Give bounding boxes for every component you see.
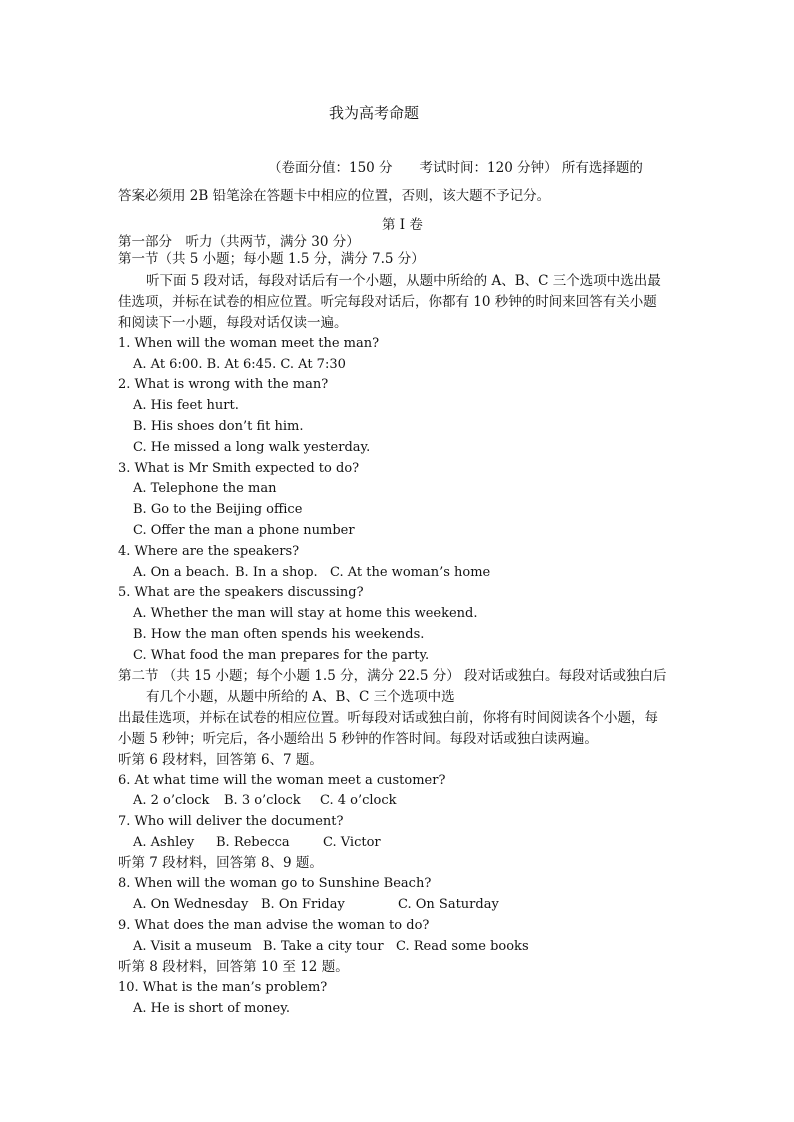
question-6-option-a: A. 2 o’clock	[133, 793, 210, 808]
volume-heading: 第 I 卷	[382, 217, 423, 233]
section2-instruction: 第二节 （共 15 小题；每个小题 1.5 分，满分 22.5 分） 段对话或独白。每段对话或独白后	[118, 668, 667, 684]
section1-instruction: 佳选项，并标在试卷的相应位置。听完每段对话后，你都有 10 秒钟的时间来回答有关小题	[118, 294, 657, 310]
question-8: 8. When will the woman go to Sunshine Beach?	[118, 876, 432, 891]
part1-heading: 第一部分 听力（共两节，满分 30 分）	[118, 234, 360, 250]
question-3: 3. What is Mr Smith expected to do?	[118, 461, 360, 476]
question-3-option-b: B. Go to the Beijing office	[133, 502, 303, 517]
question-2-option-c: C. He missed a long walk yesterday.	[133, 440, 371, 455]
question-5-option-c: C. What food the man prepares for the party.	[133, 648, 430, 663]
section2-instruction: 小题 5 秒钟；听完后，各小题给出 5 秒钟的作答时间。每段对话或独白读两遍。	[118, 731, 598, 747]
exam-info-line-2: 答案必须用 2B 铅笔涂在答题卡中相应的位置，否则，该大题不予记分。	[118, 188, 551, 204]
question-3-option-a: A. Telephone the man	[133, 481, 277, 496]
question-9-option-a: A. Visit a museum	[133, 939, 252, 954]
question-2-option-a: A. His feet hurt.	[133, 398, 239, 413]
material-7-heading: 听第 7 段材料，回答第 8、9 题。	[118, 855, 323, 871]
question-9-option-b: B. Take a city tour	[263, 939, 384, 954]
question-5: 5. What are the speakers discussing?	[118, 585, 364, 600]
material-6-heading: 听第 6 段材料，回答第 6、7 题。	[118, 752, 323, 768]
question-6: 6. At what time will the woman meet a customer?	[118, 773, 446, 788]
question-5-option-a: A. Whether the man will stay at home this weekend.	[133, 606, 478, 621]
question-8-options	[133, 896, 499, 914]
question-4-option-b: B. In a shop.	[235, 565, 318, 580]
section1-heading: 第一节（共 5 小题；每小题 1.5 分，满分 7.5 分）	[118, 251, 425, 267]
question-8-option-a: A. On Wednesday	[133, 897, 249, 912]
question-4-options	[133, 564, 490, 582]
material-8-heading: 听第 8 段材料，回答第 10 至 12 题。	[118, 959, 349, 975]
question-9-options	[133, 938, 529, 956]
question-6-option-c: C. 4 o’clock	[320, 793, 397, 808]
question-10-option-a: A. He is short of money.	[133, 1001, 290, 1016]
question-5-option-b: B. How the man often spends his weekends.	[133, 627, 425, 642]
question-4-option-a: A. On a beach.	[133, 565, 230, 580]
question-10: 10. What is the man’s problem?	[118, 980, 328, 995]
question-6-options	[133, 792, 397, 810]
exam-title: 我为高考命题	[329, 104, 420, 122]
question-8-option-b: B. On Friday	[261, 897, 345, 912]
question-6-option-b: B. 3 o’clock	[224, 793, 301, 808]
question-7-option-b: B. Rebecca	[216, 835, 290, 850]
question-4-option-c: C. At the woman’s home	[330, 565, 491, 580]
question-1-options: A. At 6:00. B. At 6:45. C. At 7:30	[133, 357, 346, 372]
question-2-option-b: B. His shoes don’t fit him.	[133, 419, 304, 434]
section1-instruction: 听下面 5 段对话，每段对话后有一个小题，从题中所给的 A、B、C 三个选项中选出最	[146, 273, 661, 289]
question-9-option-c: C. Read some books	[396, 939, 529, 954]
question-9: 9. What does the man advise the woman to do?	[118, 918, 430, 933]
question-7-option-c: C. Victor	[323, 835, 381, 850]
exam-info-line-1: （卷面分值：150 分 考试时间：120 分钟） 所有选择题的	[268, 160, 643, 176]
question-4: 4. Where are the speakers?	[118, 544, 300, 559]
section1-instruction: 和阅读下一小题，每段对话仅读一遍。	[118, 315, 348, 331]
section2-instruction: 出最佳选项，并标在试卷的相应位置。听每段对话或独白前，你将有时间阅读各个小题，每	[118, 710, 658, 726]
question-7-option-a: A. Ashley	[133, 835, 195, 850]
question-3-option-c: C. Offer the man a phone number	[133, 523, 355, 538]
question-7: 7. Who will deliver the document?	[118, 814, 344, 829]
question-1: 1. When will the woman meet the man?	[118, 336, 380, 351]
question-8-option-c: C. On Saturday	[398, 897, 499, 912]
question-7-options	[133, 834, 381, 852]
question-2: 2. What is wrong with the man?	[118, 377, 329, 392]
section2-instruction: 有几个小题，从题中所给的 A、B、C 三个选项中选	[146, 689, 455, 705]
